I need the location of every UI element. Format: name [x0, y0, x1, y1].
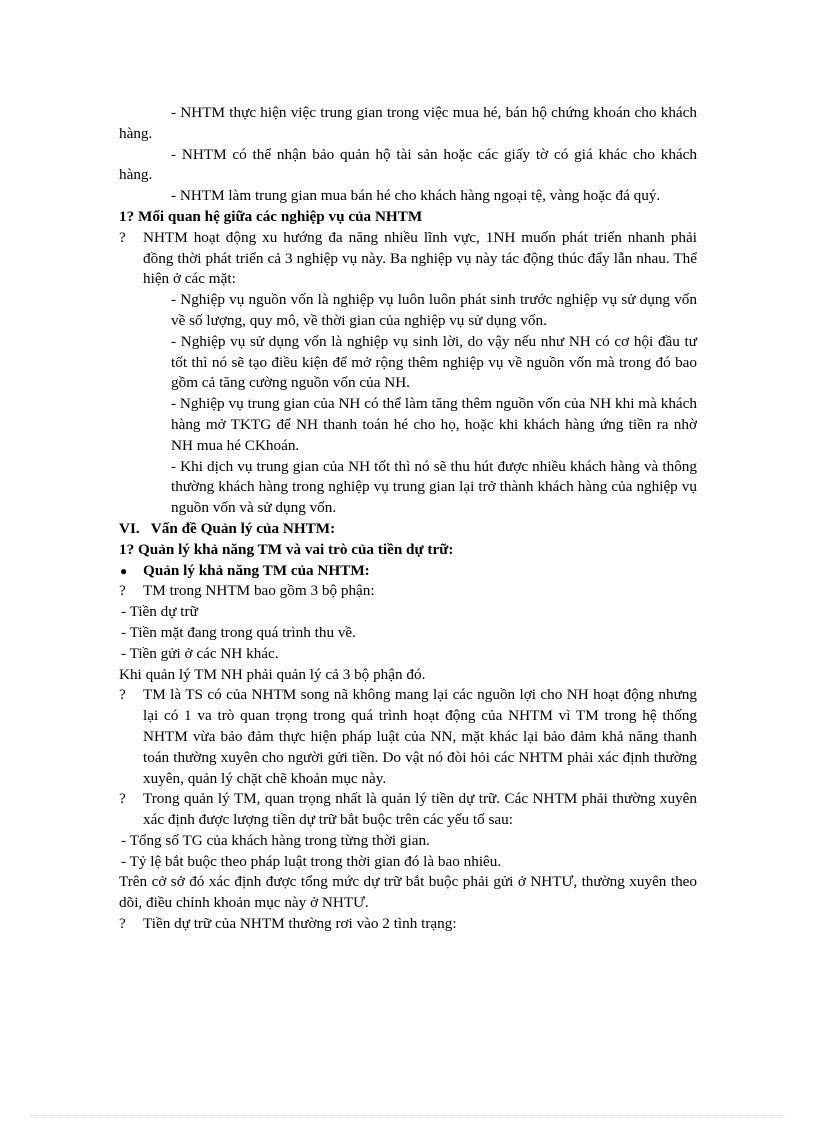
question-paragraph-3	[119, 685, 697, 789]
bullet-icon: ●	[120, 563, 128, 578]
question-text-4: Trong quản lý TM, quan trọng nhất là quản lý tiền dự trữ. Các NHTM phải thường xuyên xác định được lượng tiền dự trữ bắt buộc trên các yếu tố sau:	[143, 790, 697, 829]
sentence-manage-three: Khi quản lý TM NH phải quản lý cả 3 bộ phận đó.	[119, 665, 426, 683]
paragraph-securities: - NHTM thực hiện việc trung gian trong việc mua hé, bán hộ chứng khoán cho khách hàng.	[119, 104, 697, 142]
question-mark-icon: ?	[119, 686, 126, 704]
list-item-cash-collecting: - Tiền mặt đang trong quá trình thu về.	[121, 623, 356, 641]
dash-item-1: - Nghiệp vụ nguồn vốn là nghiệp vụ luôn luôn phát sinh trước nghiệp vụ sử dụng vốn về số lượng, quy mô, về thời gian của nghiệp vụ sử dụng vốn.	[171, 291, 697, 329]
question-paragraph-2	[119, 581, 697, 602]
dash-item-4: - Khi dịch vụ trung gian của NH tốt thì nó sẽ thu hút được nhiều khách hàng và thông thường khách hàng trong nghiệp vụ trung gian lại trở thành khách hàng của nghiệp vụ nguồn vốn và sử dụng vốn.	[171, 457, 697, 517]
question-paragraph-5	[119, 914, 697, 935]
heading-management: 1? Quản lý khả năng TM và vai trò của tiền dự trữ:	[119, 540, 454, 558]
sentence-basis: Trên cở sở đó xác định được tổng mức dự trữ bắt buộc phải gửi ở NHTƯ, thường xuyên theo dõi, điều chỉnh khoản mục này ở NHTƯ.	[119, 873, 697, 912]
dash-item-2: - Nghiệp vụ sử dụng vốn là nghiệp vụ sinh lời, do vậy nếu như NH có cơ hội đầu tư tốt thì nó sẽ tạo điều kiện để mở rộng thêm nghiệp vụ về nguồn vốn mà trong đó bao gồm cả tăng cường nguồn vốn của NH.	[171, 332, 697, 392]
bullet-heading	[119, 561, 697, 582]
paragraph-forex: - NHTM làm trung gian mua bán hé cho khách hàng ngoại tệ, vàng hoặc đá quý.	[171, 187, 661, 205]
question-mark-icon: ?	[119, 790, 126, 808]
bullet-heading-text: Quản lý khả năng TM của NHTM:	[143, 561, 370, 579]
paragraph-custody: - NHTM có thể nhận bảo quản hộ tài sản hoặc các giấy tờ có giá khác cho khách hàng.	[119, 145, 697, 184]
list-item-reserve: - Tiền dự trữ	[121, 603, 198, 621]
list-item-total-deposits: - Tổng số TG của khách hàng trong từng thời gian.	[121, 831, 430, 849]
heading-section-vi: VI. Vấn đề Quản lý của NHTM:	[119, 519, 336, 537]
question-text-5: Tiền dự trữ của NHTM thường rơi vào 2 tình trạng:	[143, 915, 457, 933]
heading-relationship: 1? Mối quan hệ giữa các nghiệp vụ của NHTM	[119, 207, 423, 225]
footer-divider	[30, 1115, 786, 1116]
question-paragraph-4	[119, 789, 697, 831]
question-paragraph-1	[119, 228, 697, 290]
dash-item-3: - Nghiệp vụ trung gian của NH có thể làm tăng thêm nguồn vốn của NH khi mà khách hàng mở TKTG để NH thanh toán hé cho họ, hoặc khi khách hàng ứng tiền ra nhờ NH mua hé CKhoán.	[171, 395, 697, 454]
question-text-3: TM là TS có của NHTM song nã không mang lại các nguồn lợi cho NH hoạt động nhưng lại có 1 va trò quan trọng trong quá trình hoạt động của NHTM vì TM trong hệ thống NHTM vừa bảo đảm thực hiện pháp luật của NN, mặt khác lại bảo đảm khả năng thanh toán thường xuyên cho người gửi tiền. Do vật nó đòi hỏi các NHTM phải xác định thường xuyên, quản lý chặt chẽ khoản mục này.	[143, 686, 697, 787]
question-text-2: TM trong NHTM bao gồm 3 bộ phận:	[143, 582, 375, 600]
question-mark-icon: ?	[119, 915, 126, 933]
question-mark-icon: ?	[119, 582, 126, 600]
list-item-required-ratio: - Tỷ lệ bắt buộc theo pháp luật trong thời gian đó là bao nhiêu.	[121, 852, 502, 870]
question-text-1: NHTM hoạt động xu hướng đa năng nhiều lĩnh vực, 1NH muốn phát triển nhanh phải đồng thời phát triển cả 3 nghiệp vụ này. Ba nghiệp vụ này tác động thúc đẩy lẫn nhau. Thể hiện ở các mặt:	[143, 228, 697, 288]
list-item-deposits: - Tiền gửi ở các NH khác.	[121, 644, 279, 662]
question-mark-icon: ?	[119, 228, 126, 246]
document-body	[119, 103, 697, 935]
